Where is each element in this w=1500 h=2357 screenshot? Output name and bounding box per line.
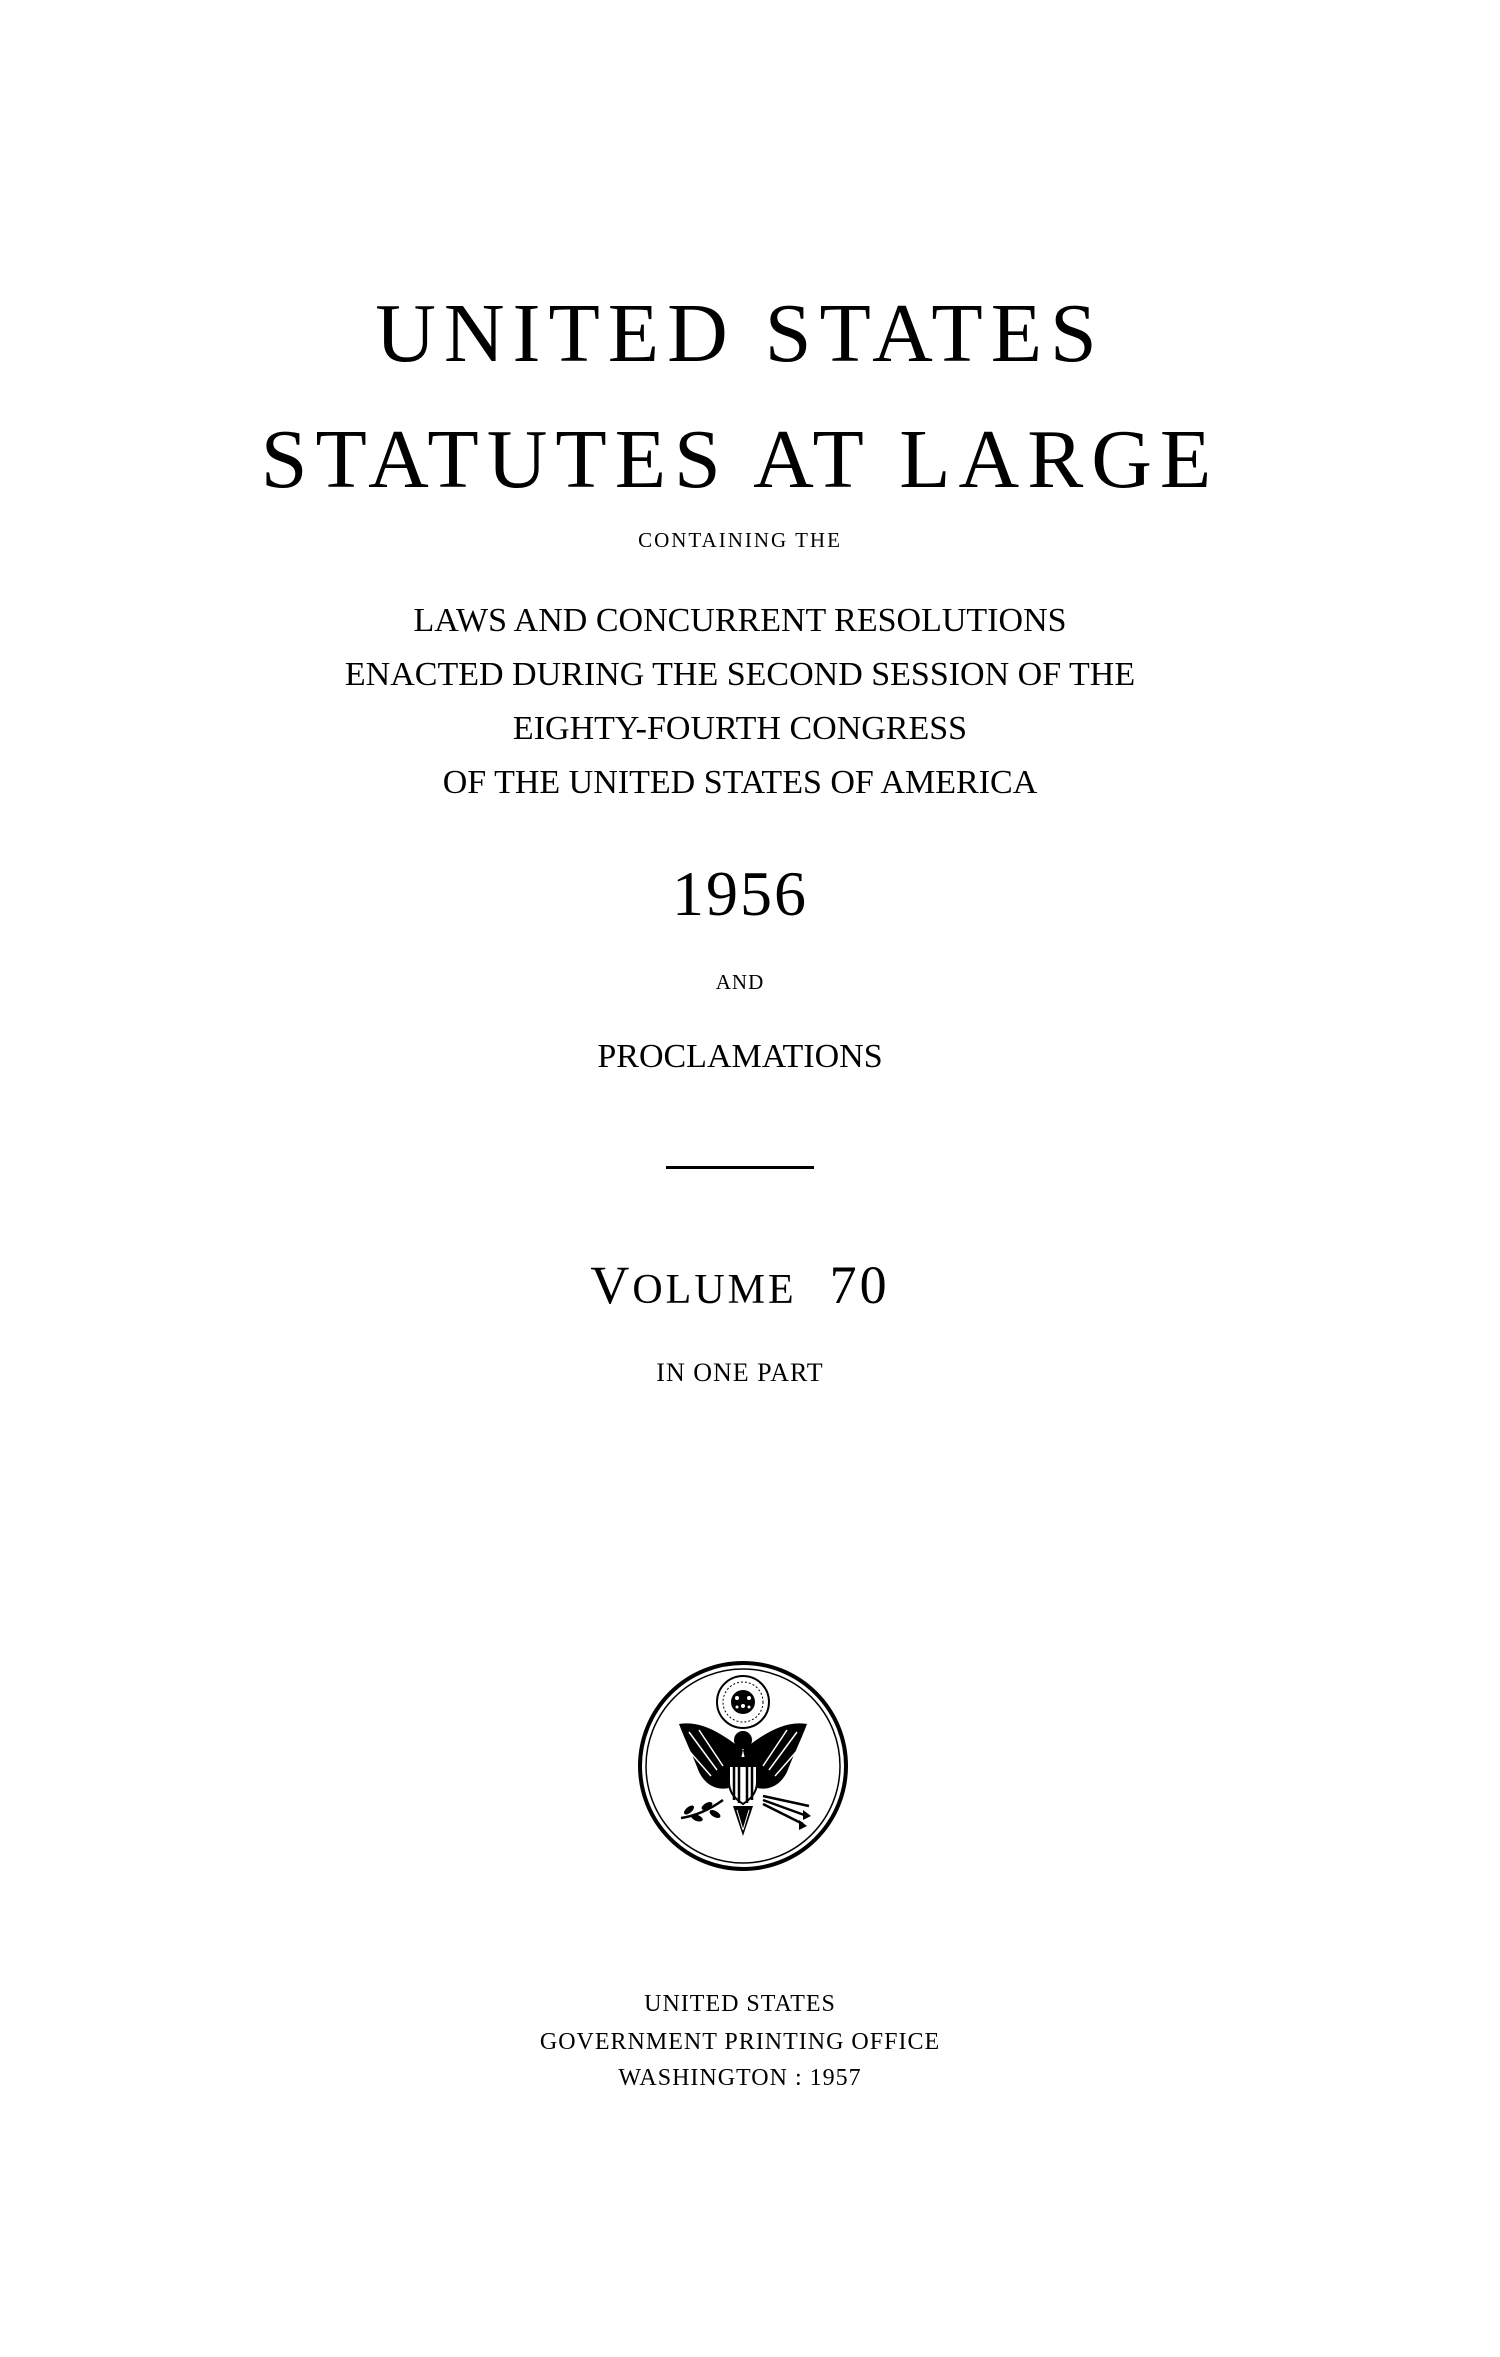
publisher-line-3: WASHINGTON : 1957	[618, 2065, 862, 2091]
title-line-1: UNITED STATES	[375, 287, 1105, 380]
volume-initial: V	[590, 1255, 633, 1315]
volume-heading	[0, 1255, 1480, 1315]
description-line-3: EIGHTY-FOURTH CONGRESS	[512, 710, 968, 747]
volume-word-rest: OLUME	[632, 1267, 797, 1313]
description-line-2: ENACTED DURING THE SECOND SESSION OF THE	[344, 656, 1136, 693]
publisher-line-2: GOVERNMENT PRINTING OFFICE	[539, 2029, 941, 2055]
proclamations-label: PROCLAMATIONS	[597, 1038, 883, 1075]
title-line-2: STATUTES AT LARGE	[260, 413, 1220, 506]
and-label: AND	[715, 970, 765, 994]
year: 1956	[672, 858, 808, 929]
description-line-1: LAWS AND CONCURRENT RESOLUTIONS	[413, 602, 1067, 639]
volume-number: 70	[829, 1255, 890, 1315]
great-seal-eagle-icon	[637, 1660, 849, 1872]
divider-rule	[666, 1166, 814, 1169]
volume-note: IN ONE PART	[656, 1358, 824, 1387]
description-line-4: OF THE UNITED STATES OF AMERICA	[442, 764, 1038, 801]
containing-label: CONTAINING THE	[638, 528, 842, 552]
publisher-line-1: UNITED STATES	[644, 1991, 836, 2017]
